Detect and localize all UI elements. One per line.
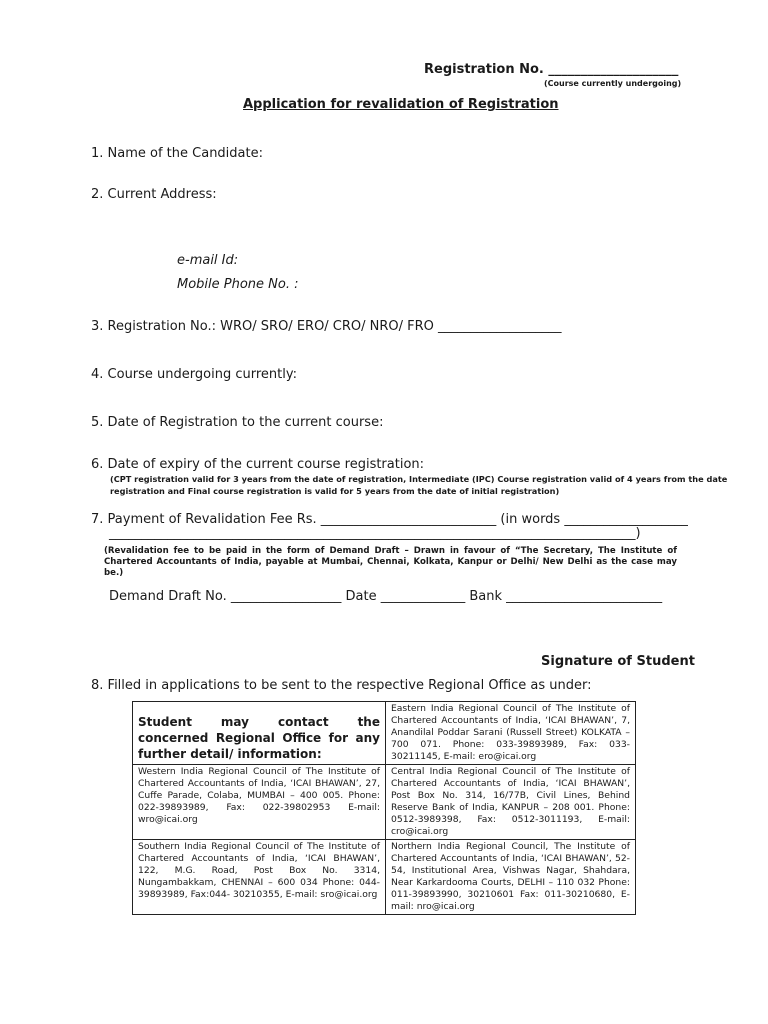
- central-office-address: Central India Regional Council of The Institute of Chartered Accountants of India, ‘ICAI BHAWAN’, Post Box No. 314, 16/77B, Civil Lines, Behind Reserve Bank of India, KANPUR – 208 001. Phone: 0512-3989398, Fax: 0512-3011193, E-mail: cro@icai.org: [386, 765, 636, 840]
- demand-draft-field: Demand Draft No. _________________ Date _____________ Bank ________________________: [109, 589, 663, 604]
- email-field: e-mail Id:: [177, 253, 239, 268]
- eastern-office-address: Eastern India Regional Council of The Institute of Chartered Accountants of India, ‘ICAI BHAWAN’, 7, Anandilal Poddar Sarani (Russell Street) KOLKATA – 700 071. Phone: 033-39893989, Fax: 033-30211145, E-mail: ero@icai.org: [386, 702, 636, 765]
- table-row: [133, 702, 636, 765]
- northern-office-address: Northern India Regional Council, The Institute of Chartered Accountants of India, ‘ICAI BHAWAN’, 52-54, Institutional Area, Vishwas Nagar, Shahdara, Near Karkardooma Courts, DELHI – 110 032 Phone: 011-39893990, 30210601 Fax: 011-30210680, E-mail: nro@icai.org: [386, 840, 636, 915]
- demand-draft-note: (Revalidation fee to be paid in the form of Demand Draft – Drawn in favour of “The Secretary, The Institute of Chartered Accountants of India, payable at Mumbai, Chennai, Kolkata, Kanpur or Delhi/ New Delhi as the case may be.): [104, 546, 677, 578]
- registration-date-field: 5. Date of Registration to the current course:: [91, 415, 384, 430]
- current-address-field: 2. Current Address:: [91, 187, 217, 202]
- regional-office-instruction: 8. Filled in applications to be sent to the respective Regional Office as under:: [91, 678, 592, 693]
- document-title: Application for revalidation of Registration: [243, 97, 559, 112]
- western-office-address: Western India Regional Council of The Institute of Chartered Accountants of India, ‘ICAI BHAWAN’, 27, Cuffe Parade, Colaba, MUMBAI – 400 005. Phone: 022-39893989, Fax: 022-39802953 E-mail: wro@icai.org: [133, 765, 386, 840]
- regional-registration-field: 3. Registration No.: WRO/ SRO/ ERO/ CRO/ NRO/ FRO ___________________: [91, 319, 562, 334]
- revalidation-fee-words-line: _________________________________________________________________________________): [109, 526, 641, 541]
- contact-heading: Student may contact the concerned Regional Office for any further detail/ information:: [133, 702, 386, 765]
- validity-note-line-2: registration and Final course registration is valid for 5 years from the date of initial registration): [110, 486, 560, 496]
- registration-number-field: Registration No. ____________________: [424, 62, 679, 77]
- validity-note-line-1: (CPT registration valid for 3 years from the date of registration, Intermediate (IPC) Course registration valid of 4 years from the date: [110, 474, 728, 484]
- revalidation-fee-field: 7. Payment of Revalidation Fee Rs. ___________________________ (in words ___________________: [91, 512, 688, 527]
- course-note: (Course currently undergoing): [544, 79, 682, 88]
- table-row: [133, 765, 636, 840]
- mobile-phone-field: Mobile Phone No. :: [177, 277, 299, 292]
- expiry-date-field: 6. Date of expiry of the current course registration:: [91, 457, 425, 472]
- southern-office-address: Southern India Regional Council of The Institute of Chartered Accountants of India, ‘ICAI BHAWAN’, 122, M.G. Road, Post Box No. 3314, Nungambakkam, CHENNAI – 600 034 Phone: 044-39893989, Fax:044- 30210355, E-mail: sro@icai.org: [133, 840, 386, 915]
- course-undergoing-field: 4. Course undergoing currently:: [91, 367, 297, 382]
- table-row: [133, 840, 636, 915]
- signature-label: Signature of Student: [541, 654, 695, 669]
- candidate-name-field: 1. Name of the Candidate:: [91, 146, 263, 161]
- regional-offices-table: [132, 701, 636, 915]
